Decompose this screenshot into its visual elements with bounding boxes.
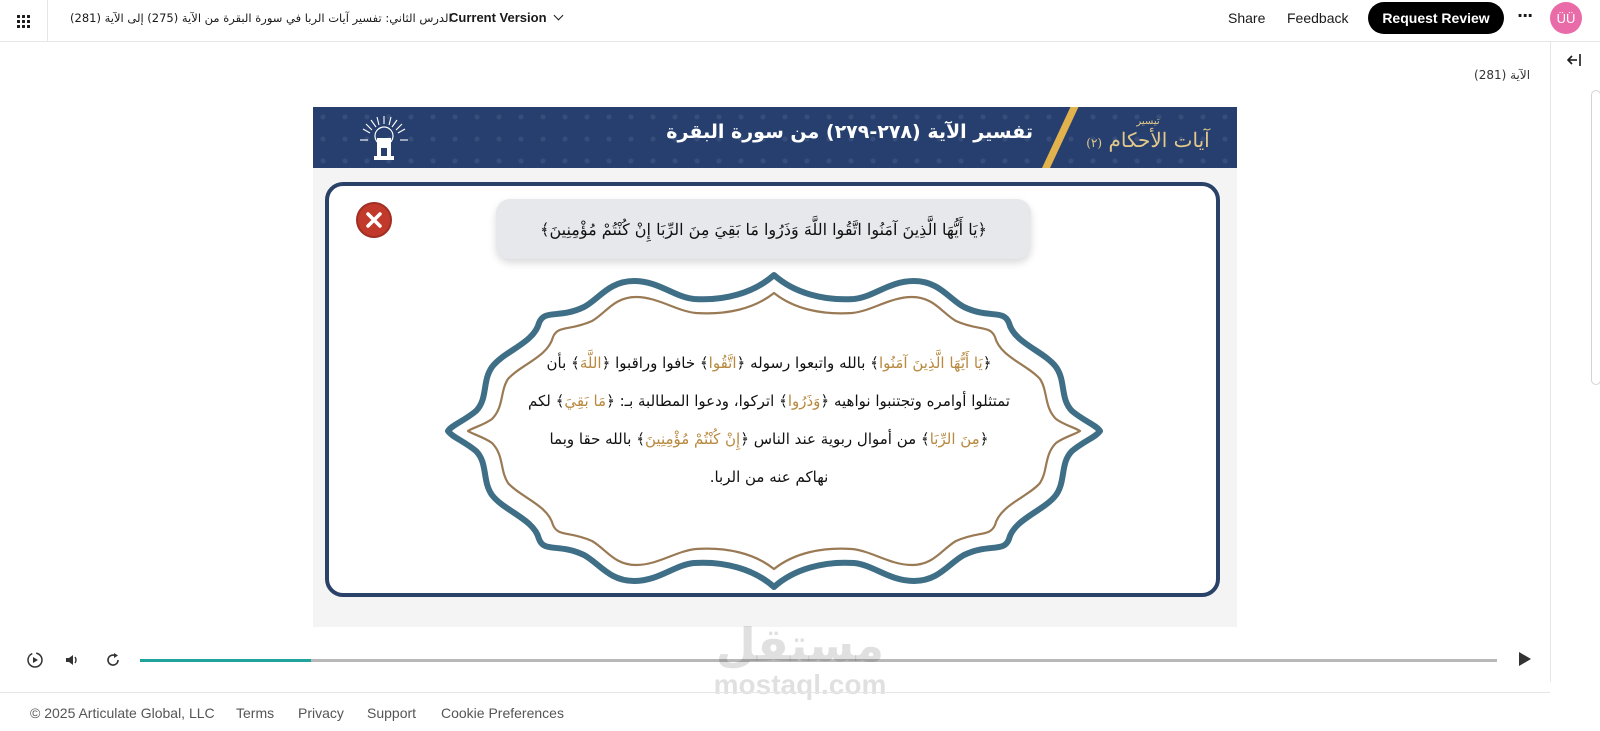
text-fragment: تمتثلوا أوامره وتجتنبوا نواهيه ﴿ bbox=[820, 392, 1010, 410]
content-frame bbox=[325, 182, 1220, 597]
replay-button[interactable] bbox=[103, 650, 123, 670]
highlighted-term: إِنْ كُنْتُمْ مُؤْمِنِينَ bbox=[645, 430, 741, 448]
explanation-text bbox=[514, 344, 1024, 496]
text-fragment: ﴾ اتركوا، ودعوا المطالبة بـ: ﴿ bbox=[606, 392, 788, 410]
request-review-button[interactable]: Request Review bbox=[1368, 2, 1504, 34]
slide-header bbox=[313, 107, 1237, 168]
avatar[interactable]: ÜÜ bbox=[1550, 2, 1582, 34]
text-fragment: ﴾ بالله واتبعوا رسوله ﴿ bbox=[736, 354, 879, 372]
explanation-line-3 bbox=[514, 420, 1024, 458]
play-icon bbox=[1514, 649, 1534, 669]
side-panel-divider bbox=[1550, 42, 1551, 682]
verse-box bbox=[496, 199, 1031, 259]
logo-small-text: تيسير bbox=[1136, 116, 1160, 127]
support-link[interactable]: Support bbox=[367, 705, 417, 721]
watermark-latin: mostaql.com bbox=[713, 669, 887, 700]
copyright-text: © 2025 Articulate Global, LLC bbox=[30, 705, 215, 721]
text-fragment: ﴾ بأن bbox=[546, 354, 580, 372]
arrow-left-bar-icon bbox=[1566, 53, 1582, 67]
speed-icon bbox=[26, 651, 44, 669]
volume-button[interactable] bbox=[62, 650, 82, 670]
highlighted-term: اتَّقُوا bbox=[708, 354, 737, 372]
logo-number: (٢) bbox=[1086, 136, 1103, 150]
text-fragment: ﴾ من أموال ربوية عند الناس ﴿ bbox=[740, 430, 930, 448]
player-controls bbox=[0, 640, 1550, 680]
highlighted-term: وَذَرُوا bbox=[787, 392, 821, 410]
explanation-line-2 bbox=[514, 382, 1024, 420]
replay-icon bbox=[104, 651, 122, 669]
more-options-icon[interactable]: ··· bbox=[1517, 6, 1533, 25]
share-button[interactable]: Share bbox=[1228, 10, 1266, 26]
privacy-link[interactable]: Privacy bbox=[298, 705, 344, 721]
text-fragment: ﴿ bbox=[982, 354, 992, 372]
series-logo bbox=[1083, 117, 1213, 161]
cookie-preferences-link[interactable]: Cookie Preferences bbox=[441, 705, 564, 721]
text-fragment: ﴿ bbox=[979, 430, 989, 448]
text-fragment: ﴾ لكم bbox=[528, 392, 565, 410]
side-panel-scrollbar[interactable] bbox=[1591, 90, 1600, 385]
terms-link[interactable]: Terms bbox=[236, 705, 275, 721]
collapse-panel-button[interactable] bbox=[1566, 52, 1582, 71]
explanation-line-4: نهاكم عنه من الربا. bbox=[709, 468, 829, 486]
progress-fill bbox=[140, 659, 311, 662]
text-fragment: ﴾ بالله حقا وبما bbox=[549, 430, 645, 448]
progress-bar[interactable] bbox=[140, 659, 1497, 662]
highlighted-term: اللَّهَ bbox=[579, 354, 602, 372]
playback-speed-button[interactable] bbox=[25, 650, 45, 670]
text-fragment: ﴾ خافوا وراقبوا ﴿ bbox=[601, 354, 709, 372]
version-dropdown[interactable] bbox=[449, 10, 562, 25]
volume-icon bbox=[63, 651, 81, 669]
slide-canvas bbox=[313, 107, 1237, 627]
lesson-nav-label[interactable]: الآية (281) bbox=[1474, 68, 1531, 82]
footer bbox=[0, 692, 1550, 731]
logo-main-text: آيات الأحكام bbox=[1108, 128, 1210, 152]
explanation-line-1 bbox=[514, 344, 1024, 382]
chevron-down-icon bbox=[553, 11, 563, 21]
top-bar bbox=[0, 0, 1600, 42]
watermark-arabic: مستقل bbox=[715, 618, 885, 672]
play-button[interactable] bbox=[1514, 649, 1534, 669]
close-button[interactable] bbox=[356, 202, 392, 238]
apps-menu-button[interactable] bbox=[0, 0, 48, 42]
course-title: الدرس الثاني: تفسير آيات الربا في سورة البقرة من الآية (275) إلى الآية (281) bbox=[70, 11, 452, 25]
highlighted-term: مَا بَقِيَ bbox=[564, 392, 607, 410]
version-label: Current Version bbox=[449, 10, 547, 25]
quran-verse: ﴿يَا أَيُّهَا الَّذِينَ آمَنُوا اتَّقُوا اللَّهَ وَذَرُوا مَا بَقِيَ مِنَ الرِّبَا إِنْ كُنْتُمْ مُؤْمِنِينَ﴾ bbox=[540, 219, 987, 239]
close-x-icon bbox=[365, 211, 383, 229]
highlighted-term: مِنَ الرِّبَا bbox=[929, 430, 980, 448]
highlighted-term: يَا أَيُّهَا الَّذِينَ آمَنُوا bbox=[878, 354, 983, 372]
university-seal-icon bbox=[357, 112, 411, 164]
feedback-button[interactable]: Feedback bbox=[1287, 10, 1349, 26]
apps-grid-icon bbox=[17, 15, 30, 28]
slide-title: تفسير الآية (٢٧٨-٢٧٩) من سورة البقرة bbox=[666, 121, 1033, 143]
